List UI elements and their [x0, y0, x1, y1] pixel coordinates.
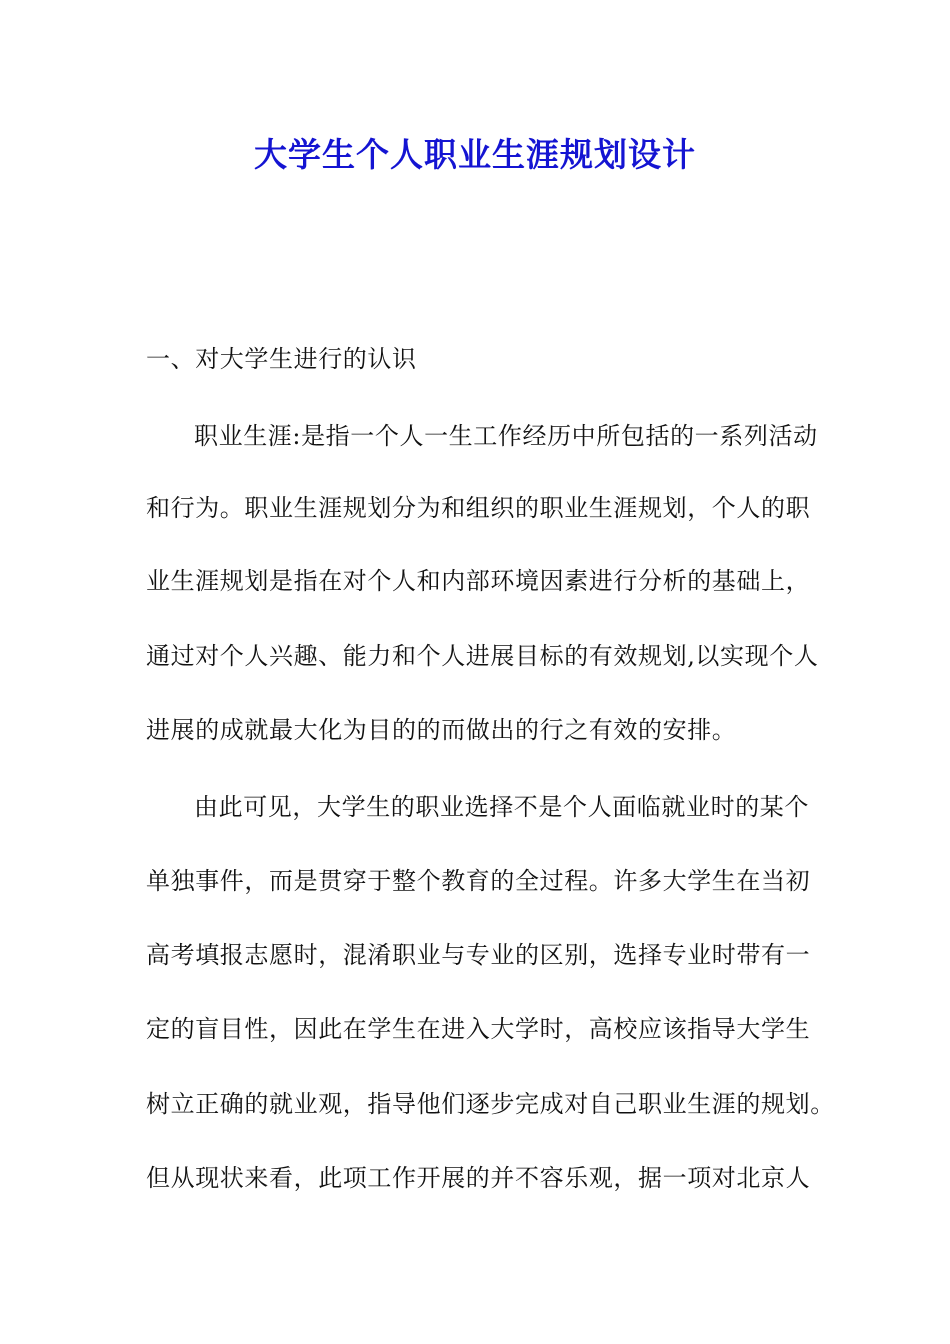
paragraph-2-line-6: 但从现状来看，此项工作开展的并不容乐观，据一项对北京人 [146, 1164, 811, 1192]
paragraph-1-line-5: 进展的成就最大化为目的的而做出的行之有效的安排。 [146, 716, 737, 744]
paragraph-2-line-5: 树立正确的就业观，指导他们逐步完成对自己职业生涯的规划。 [146, 1090, 835, 1118]
paragraph-2-line-3: 高考填报志愿时，混淆职业与专业的区别，选择专业时带有一 [146, 941, 811, 969]
paragraph-2-line-1: 由此可见，大学生的职业选择不是个人面临就业时的某个 [194, 793, 809, 821]
paragraph-2-line-2: 单独事件，而是贯穿于整个教育的全过程。许多大学生在当初 [146, 867, 811, 895]
paragraph-1-line-2: 和行为。职业生涯规划分为和组织的职业生涯规划，个人的职 [146, 494, 811, 522]
paragraph-2-line-4: 定的盲目性，因此在学生在进入大学时，高校应该指导大学生 [146, 1015, 811, 1043]
document-title: 大学生个人职业生涯规划设计 [254, 135, 696, 174]
paragraph-1-line-4: 通过对个人兴趣、能力和个人进展目标的有效规划,以实现个人 [146, 642, 819, 670]
section-heading: 一、对大学生进行的认识 [146, 345, 417, 373]
paragraph-1-line-1: 职业生涯:是指一个人一生工作经历中所包括的一系列活动 [194, 422, 818, 450]
paragraph-1-line-3: 业生涯规划是指在对个人和内部环境因素进行分析的基础上， [146, 567, 811, 595]
